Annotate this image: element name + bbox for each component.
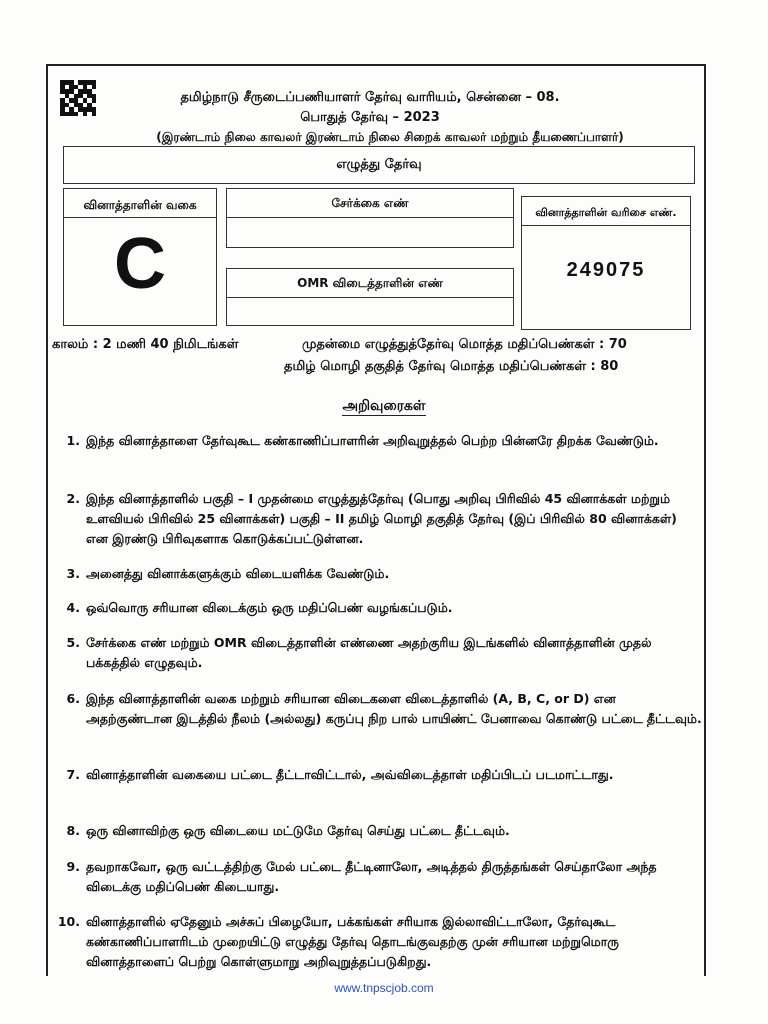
divider: [227, 217, 513, 218]
instruction-item: [52, 564, 702, 584]
instruction-text: ஒவ்வொரு சரியான விடைக்கும் ஒரு மதிப்பெண் வழங்கப்படும்.: [86, 600, 453, 615]
divider: [522, 225, 690, 226]
instruction-number: 6.: [66, 691, 80, 706]
exam-duration: காலம் : 2 மணி 40 நிமிடங்கள்: [52, 337, 239, 352]
instruction-item: [52, 912, 702, 972]
total-marks-tamil: தமிழ் மொழி தகுதித் தேர்வு மொத்த மதிப்பெண்கள் : 80: [284, 359, 619, 374]
instructions-heading: [0, 398, 768, 416]
board-name: தமிழ்நாடு சீருடைப்பணியாளர் தேர்வு வாரியம், சென்னை – 08.: [180, 90, 560, 105]
post-names: (இரண்டாம் நிலை காவலர் இரண்டாம் நிலை சிறைக் காவலர் மற்றும் தீயணைப்பாளர்): [156, 130, 624, 144]
divider: [64, 217, 216, 218]
instruction-text: இந்த வினாத்தாளை தேர்வுகூட கண்காணிப்பாளரின் அறிவுறுத்தல் பெற்ற பின்னரே திறக்க வேண்டும்.: [86, 433, 659, 448]
divider: [227, 297, 513, 298]
omr-number-box[interactable]: [226, 268, 514, 326]
instruction-text: அனைத்து வினாக்களுக்கும் விடையளிக்க வேண்டும்.: [86, 566, 390, 581]
serial-number-label: வினாத்தாளின் வரிசை எண்.: [535, 206, 677, 219]
total-marks-main: முதன்மை எழுத்துத்தேர்வு மொத்த மதிப்பெண்கள் : 70: [302, 337, 627, 352]
instruction-number: 4.: [66, 600, 80, 615]
serial-number-box: [521, 196, 691, 330]
footer-watermark-link[interactable]: www.tnpscjob.com: [334, 981, 434, 995]
instruction-item: [52, 431, 702, 471]
instruction-text: ஒரு வினாவிற்கு ஒரு விடையை மட்டுமே தேர்வு செய்து பட்டை தீட்டவும்.: [86, 823, 510, 838]
instruction-text: இந்த வினாத்தாளின் வகை மற்றும் சரியான விடைகளை விடைத்தாளில் (A, B, C, or D) என அதற்குண்டான இடத்தில் நீலம் (அல்லது) கருப்பு நிற பால் பாயிண்ட் பேனாவை கொண்டு பட்டை தீட்டவும்.: [86, 691, 702, 726]
instruction-text: தவறாகவோ, ஒரு வட்டத்திற்கு மேல் பட்டை தீட்டினாலோ, அடித்தல் திருத்தங்கள் செய்தாலோ அந்த விடைக்கு மதிப்பெண் கிடையாது.: [86, 859, 657, 894]
instruction-item: [52, 489, 702, 549]
booklet-type-label: வினாத்தாளின் வகை: [83, 198, 197, 212]
exam-year: பொதுத் தேர்வு – 2023: [300, 110, 440, 125]
instruction-number: 1.: [66, 433, 80, 448]
instruction-number: 5.: [66, 635, 80, 650]
instruction-item: [52, 598, 702, 618]
instruction-number: 2.: [66, 491, 80, 506]
instruction-item: [52, 821, 702, 841]
booklet-type-box: [63, 188, 217, 326]
instruction-item: [52, 689, 702, 749]
instruction-text: இந்த வினாத்தாளில் பகுதி – I முதன்மை எழுத்துத்தேர்வு (பொது அறிவு பிரிவில் 45 வினாக்கள் மற்றும் உளவியல் பிரிவில் 25 வினாக்கள்) பகுதி – II தமிழ் மொழி தகுதித் தேர்வு (இப் பிரிவில் 80 வினாக்கள்) என இரண்டு பிரிவுகளாக கொடுக்கப்பட்டுள்ளன.: [86, 491, 677, 546]
instruction-number: 8.: [66, 823, 80, 838]
instruction-number: 3.: [66, 566, 80, 581]
instruction-item: [52, 857, 702, 897]
instructions-heading-text: அறிவுரைகள்: [342, 398, 426, 414]
instruction-item: [52, 765, 702, 805]
booklet-type-value: C: [114, 224, 166, 304]
instruction-text: சேர்க்கை எண் மற்றும் OMR விடைத்தாளின் எண்ணை அதற்குரிய இடங்களில் வினாத்தாளின் முதல் பக்கத்தில் எழுதவும்.: [86, 635, 652, 670]
omr-number-label: OMR விடைத்தாளின் எண்: [297, 276, 443, 290]
instruction-item: [52, 633, 702, 673]
instruction-number: 7.: [66, 767, 80, 782]
serial-number-value: 249075: [566, 259, 646, 281]
exam-title-box: [63, 146, 695, 184]
qr-code-icon: [60, 80, 96, 116]
instruction-number: 10.: [57, 914, 80, 929]
instruction-text: வினாத்தாளில் ஏதேனும் அச்சுப் பிழையோ, பக்கங்கள் சரியாக இல்லாவிட்டாலோ, தேர்வுகூட கண்காணிப்பாளரிடம் முறையிட்டு எழுத்து தேர்வு தொடங்குவதற்கு முன் சரியான மற்றுமொரு வினாத்தாளைப் பெற்று கொள்ளுமாறு அறிவுறுத்தப்படுகிறது.: [86, 914, 619, 969]
instruction-number: 9.: [66, 859, 80, 874]
instruction-text: வினாத்தாளின் வகையை பட்டை தீட்டாவிட்டால், அவ்விடைத்தாள் மதிப்பிடப் படமாட்டாது.: [86, 767, 614, 782]
exam-title: எழுத்து தேர்வு: [336, 157, 422, 172]
register-number-box[interactable]: [226, 188, 514, 248]
register-number-label: சேர்க்கை எண்: [331, 196, 409, 210]
